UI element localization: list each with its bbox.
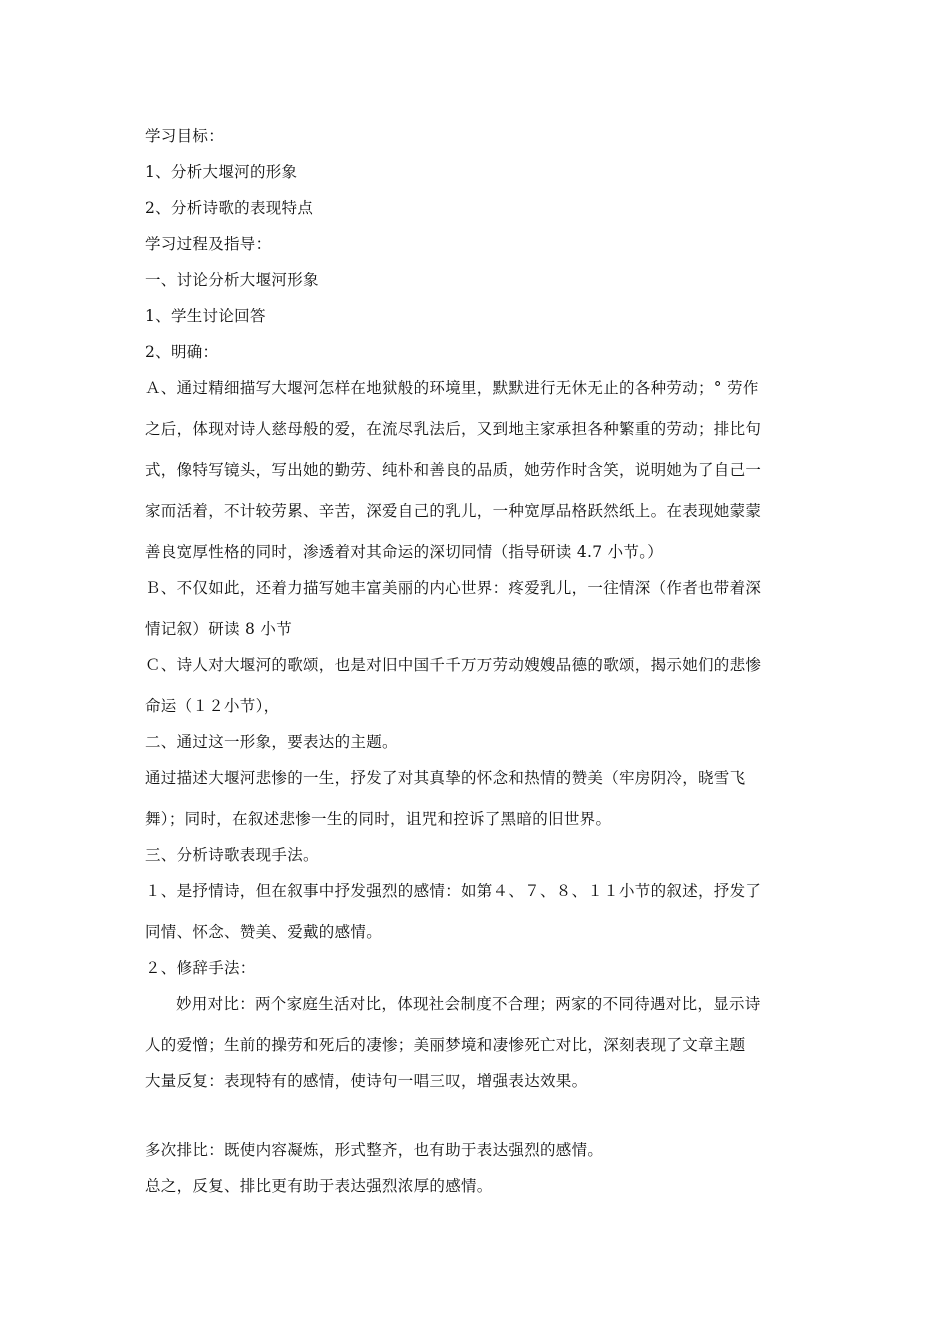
section-3-item-1-line: 同情、怀念、赞美、爱戴的感情。 (145, 923, 383, 941)
parallelism-paragraph: 多次排比：既使内容凝炼，形式整齐，也有助于表达强烈的感情。 (145, 1141, 604, 1159)
paragraph-b-line: Ｂ、不仅如此，还着力描写她丰富美丽的内心世界：疼爱乳儿，一往情深（作者也带着深 (145, 579, 762, 597)
paragraph-a-line: 家而活着，不计较劳累、辛苦，深爱自己的乳儿，一种宽厚品格跃然纸上。在表现她蒙蒙 (145, 502, 762, 520)
paragraph-a-line: 式，像特写镜头，写出她的勤劳、纯朴和善良的品质，她劳作时含笑，说明她为了自己一 (145, 461, 762, 479)
section-3-item-2-heading: ２、修辞手法： (145, 959, 256, 977)
paragraph-a-line: Ａ、通过精细描写大堰河怎样在地狱般的环境里，默默进行无休无止的各种劳动；° 劳作 (145, 379, 759, 397)
section-1-item-1: 1、学生讨论回答 (145, 307, 266, 325)
section-1-item-2: 2、明确： (145, 343, 219, 361)
contrast-paragraph-line: 妙用对比：两个家庭生活对比，体现社会制度不合理；两家的不同待遇对比，显示诗 (176, 995, 761, 1013)
paragraph-a-line: 善良宽厚性格的同时，渗透着对其命运的深切同情（指导研读 4.7 小节。） (145, 543, 664, 561)
section-2-body-line: 通过描述大堰河悲惨的一生，抒发了对其真挚的怀念和热情的赞美（牢房阴冷，晓雪飞 (145, 769, 746, 787)
heading-learning-goals: 学习目标： (145, 127, 225, 145)
paragraph-c-line: 命运（１２小节）， (145, 697, 280, 715)
section-2-heading: 二、通过这一形象，要表达的主题。 (145, 733, 398, 751)
conclusion-paragraph: 总之，反复、排比更有助于表达强烈浓厚的感情。 (145, 1177, 493, 1195)
goal-item-1: 1、分析大堰河的形象 (145, 163, 298, 181)
goal-item-2: 2、分析诗歌的表现特点 (145, 199, 314, 217)
paragraph-b-line: 情记叙）研读 8 小节 (145, 620, 293, 638)
section-3-item-1-line: １、是抒情诗，但在叙事中抒发强烈的感情：如第４、７、８、１１小节的叙述，抒发了 (145, 882, 762, 900)
contrast-paragraph-line: 人的爱憎；生前的操劳和死后的凄惨；美丽梦境和凄惨死亡对比，深刻表现了文章主题 (145, 1036, 746, 1054)
paragraph-c-line: Ｃ、诗人对大堰河的歌颂，也是对旧中国千千万万劳动嫂嫂品德的歌颂，揭示她们的悲惨 (145, 656, 762, 674)
paragraph-a-line: 之后，体现对诗人慈母般的爱，在流尽乳法后，又到地主家承担各种繁重的劳动；排比句 (145, 420, 762, 438)
heading-learning-process: 学习过程及指导： (145, 235, 272, 253)
section-1-heading: 一、讨论分析大堰河形象 (145, 271, 319, 289)
section-2-body-line: 舞）；同时，在叙述悲惨一生的同时，诅咒和控诉了黑暗的旧世界。 (145, 810, 612, 828)
section-3-heading: 三、分析诗歌表现手法。 (145, 846, 319, 864)
repetition-paragraph: 大量反复：表现特有的感情，使诗句一唱三叹，增强表达效果。 (145, 1072, 588, 1090)
